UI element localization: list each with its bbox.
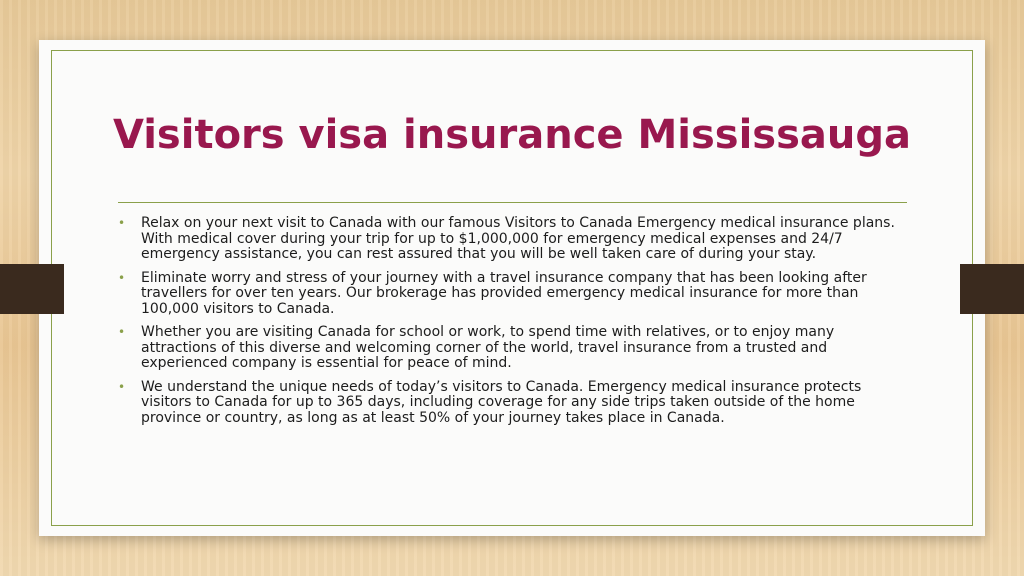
title-divider: [118, 202, 907, 203]
bullet-marker: •: [118, 270, 126, 285]
bullet-item: [118, 271, 908, 318]
right-decorative-tab: [960, 264, 1024, 314]
bullet-item: [118, 325, 908, 372]
slide-title: Visitors visa insurance Mississauga: [112, 112, 912, 158]
bullet-marker: •: [118, 325, 126, 339]
left-decorative-tab: [0, 264, 64, 314]
bullet-text: Eliminate worry and stress of your journey with a travel insurance company that has been looking after travellers for over ten years. Our brokerage has provided emergency medical insurance for more than 100,000 visitors to Canada.: [141, 269, 867, 317]
bullet-list: [118, 216, 908, 434]
bullet-text: We understand the unique needs of today’s visitors to Canada. Emergency medical insurance protects visitors to Canada for up to 365 days, including coverage for any side trips taken outside of the home province or country, as long as at least 50% of your journey takes place in Canada.: [141, 378, 862, 426]
bullet-marker: •: [118, 216, 126, 230]
bullet-text: Relax on your next visit to Canada with our famous Visitors to Canada Emergency medical insurance plans. With medical cover during your trip for up to $1,000,000 for emergency medical expenses and 24/7 emergency assistance, you can rest assured that you will be well taken care of during your stay.: [141, 215, 895, 262]
bullet-item: [118, 216, 908, 263]
bullet-item: [118, 380, 908, 427]
bullet-marker: •: [118, 379, 126, 394]
bullet-text: Whether you are visiting Canada for school or work, to spend time with relatives, or to enjoy many attractions of this diverse and welcoming corner of the world, travel insurance from a trusted and experienced company is essential for peace of mind.: [141, 324, 835, 371]
